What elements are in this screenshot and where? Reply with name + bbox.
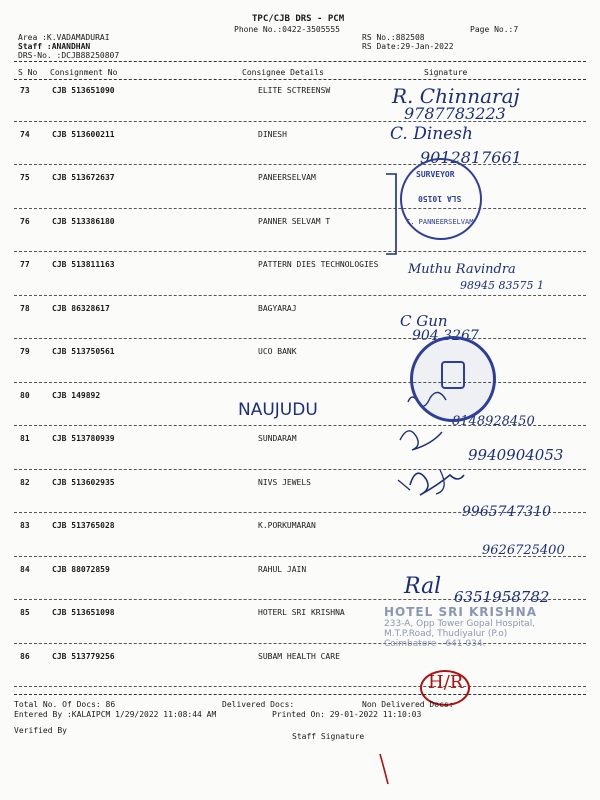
total-docs: Total No. Of Docs: 86 (14, 700, 116, 709)
staff-label: Staff :ANANDHAN (18, 42, 91, 51)
delivered-docs: Delivered Docs: (222, 700, 295, 709)
row-consignee: BAGYARAJ (258, 303, 297, 313)
col-consignee-header: Consignee Details (242, 68, 324, 77)
row-serial: 86 (20, 651, 30, 661)
row-serial: 75 (20, 173, 30, 182)
hotel-stamp (384, 605, 574, 649)
rs-number: RS No.:882508 (362, 33, 425, 42)
hotel-stamp-name: HOTEL SRI KRISHNA (384, 605, 537, 619)
row-serial: 79 (20, 347, 30, 356)
row-consignment: CJB 513651098 (52, 608, 115, 617)
row-consignment: CJB 513386180 (52, 216, 115, 226)
area-label: Area :K.VADAMADURAI (18, 33, 110, 42)
row-serial: 85 (20, 608, 30, 617)
row-consignee: HOTERL SRI KRISHNA (258, 608, 345, 617)
row-consignee: NIVS JEWELS (258, 477, 311, 487)
row-consignment: CJB 513672637 (52, 173, 115, 182)
signature-78: C Gun (400, 312, 448, 330)
phone-74: 9012817661 (420, 148, 522, 167)
columns-divider (14, 79, 586, 80)
row-consignee: PANNER SELVAM T (258, 216, 331, 226)
staff-signature-label: Staff Signature (292, 732, 365, 741)
row-consignment: CJB 513780939 (52, 434, 115, 443)
bracket-mark (382, 170, 402, 260)
row-serial: 81 (20, 434, 30, 443)
signature-77: Muthu Ravindra (408, 262, 516, 277)
bank-emblem-icon (441, 361, 465, 389)
stamp-surveyor-text: SURVEYOR (416, 170, 455, 179)
signature-84: Ral (404, 574, 442, 599)
row-consignee: DINESH (258, 129, 287, 139)
row-consignee: PANEERSELVAM (258, 173, 316, 182)
row-consignment: CJB 513602935 (52, 477, 115, 487)
row-serial: 80 (20, 390, 30, 400)
signature-86: H/R (428, 672, 464, 693)
signature-73: R. Chinnaraj (392, 84, 520, 108)
row-serial: 83 (20, 521, 30, 530)
row-consignee: K.PORKUMARAN (258, 521, 316, 530)
phone-81: 9940904053 (468, 446, 564, 464)
red-tick-mark (374, 750, 394, 790)
phone-84: 6351958782 (454, 588, 550, 606)
row-serial: 78 (20, 303, 30, 313)
row-serial: 73 (20, 86, 30, 95)
col-sno-header: S No (18, 68, 38, 77)
hotel-stamp-line2: M.T.P.Road, Thudiyalur (P.o) (384, 629, 508, 639)
row-serial: 74 (20, 129, 30, 139)
stamp-sla-text: SLA 10150 (418, 194, 462, 203)
row-consignment: CJB 513600211 (52, 129, 115, 139)
phone-73: 9787783223 (404, 104, 506, 123)
row-consignee: SUNDARAM (258, 434, 297, 443)
non-delivered-docs: Non Delivered Docs: (362, 700, 454, 709)
row-consignment: CJB 513651090 (52, 86, 115, 95)
footer-divider (14, 694, 586, 695)
surveyor-stamp (400, 158, 482, 240)
drs-number: DRS-No. :DCJB88250807 (18, 51, 120, 60)
row-consignee: SUBAM HEALTH CARE (258, 651, 340, 661)
page-number: Page No.:7 (470, 25, 519, 34)
bank-stamp (410, 336, 496, 422)
row-serial: 84 (20, 564, 30, 574)
row-consignment: CJB 513750561 (52, 347, 115, 356)
row-consignee: RAHUL JAIN (258, 564, 307, 574)
row-consignment: CJB 513779256 (52, 651, 115, 661)
row-consignee: PATTERN DIES TECHNOLOGIES (258, 260, 379, 269)
signature-74: C. Dinesh (390, 124, 473, 144)
row-consignment: CJB 88072859 (52, 564, 110, 574)
document-title: TPC/CJB DRS - PCM (252, 14, 345, 24)
phone-82: 9965747310 (462, 504, 552, 520)
phone-80: 8148928450 (452, 414, 535, 429)
phone-77: 98945 83575 1 (460, 279, 544, 292)
col-consignment-header: Consignment No (50, 68, 118, 77)
row-serial: 76 (20, 216, 30, 226)
row-consignment: CJB 513811163 (52, 260, 115, 269)
printed-on: Printed On: 29-01-2022 11:10:03 (272, 710, 422, 719)
header-divider (14, 61, 586, 62)
phone-number: Phone No.:0422-3505555 (234, 25, 340, 34)
col-signature-header: Signature (424, 68, 468, 77)
row-consignment: CJB 513765028 (52, 521, 115, 530)
hotel-stamp-line3: Coimbatore - 641 034. (384, 639, 486, 649)
phone-83: 9626725400 (482, 543, 565, 558)
row-consignment: CJB 86328617 (52, 303, 110, 313)
rs-date: RS Date:29-Jan-2022 (362, 42, 454, 51)
handwritten-name-80: NAUJUDU (238, 400, 318, 420)
row-consignee: UCO BANK (258, 347, 297, 356)
hotel-stamp-line1: 233-A, Opp Tower Gopal Hospital, (384, 619, 536, 629)
stamp-name-text: T. PANNEERSELVAM (406, 218, 474, 226)
row-serial: 77 (20, 260, 30, 269)
entered-by: Entered By :KALAIPCM 1/29/2022 11:08:44 AM (14, 710, 217, 719)
row-consignee: ELITE SCTREENSW (258, 86, 331, 95)
phone-78: 904 3267 (412, 328, 479, 344)
row-separator (14, 686, 586, 687)
row-consignment: CJB 149892 (52, 390, 101, 400)
row-serial: 82 (20, 477, 30, 487)
verified-by: Verified By (14, 726, 67, 735)
